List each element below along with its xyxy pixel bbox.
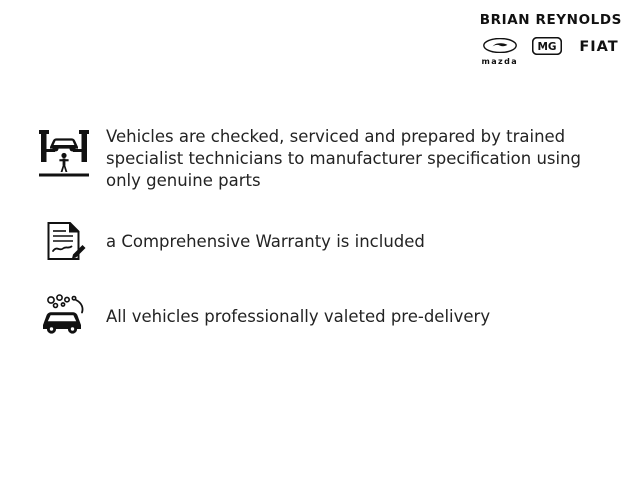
dealer-name: BRIAN REYNOLDS bbox=[479, 12, 622, 28]
svg-text:FIAT: FIAT bbox=[579, 38, 619, 55]
mazda-logo-icon bbox=[483, 38, 517, 56]
marque-fiat bbox=[576, 37, 622, 68]
document-signature-icon bbox=[36, 218, 92, 266]
mg-logo-icon bbox=[532, 37, 562, 58]
list-item bbox=[36, 292, 616, 338]
list-item-label: a Comprehensive Warranty is included bbox=[106, 231, 425, 251]
mazda-wordmark: mazda bbox=[481, 57, 518, 66]
car-wash-icon bbox=[36, 292, 92, 338]
list-item-label: All vehicles professionally valeted pre-delivery bbox=[106, 306, 491, 326]
list-item bbox=[36, 218, 616, 266]
selling-points-list bbox=[36, 126, 616, 364]
svg-text:MG: MG bbox=[537, 40, 557, 53]
marque-mg bbox=[532, 37, 562, 68]
list-item bbox=[36, 126, 616, 192]
list-item-label: Vehicles are checked, serviced and prepared by trained specialist technicians to manufacturer specification using only genuine parts bbox=[106, 127, 582, 190]
car-on-lift-icon bbox=[36, 126, 92, 180]
fiat-logo-icon bbox=[576, 37, 622, 58]
marque-mazda bbox=[481, 38, 518, 66]
brand-header bbox=[480, 14, 622, 68]
marque-logo-row bbox=[480, 37, 622, 68]
